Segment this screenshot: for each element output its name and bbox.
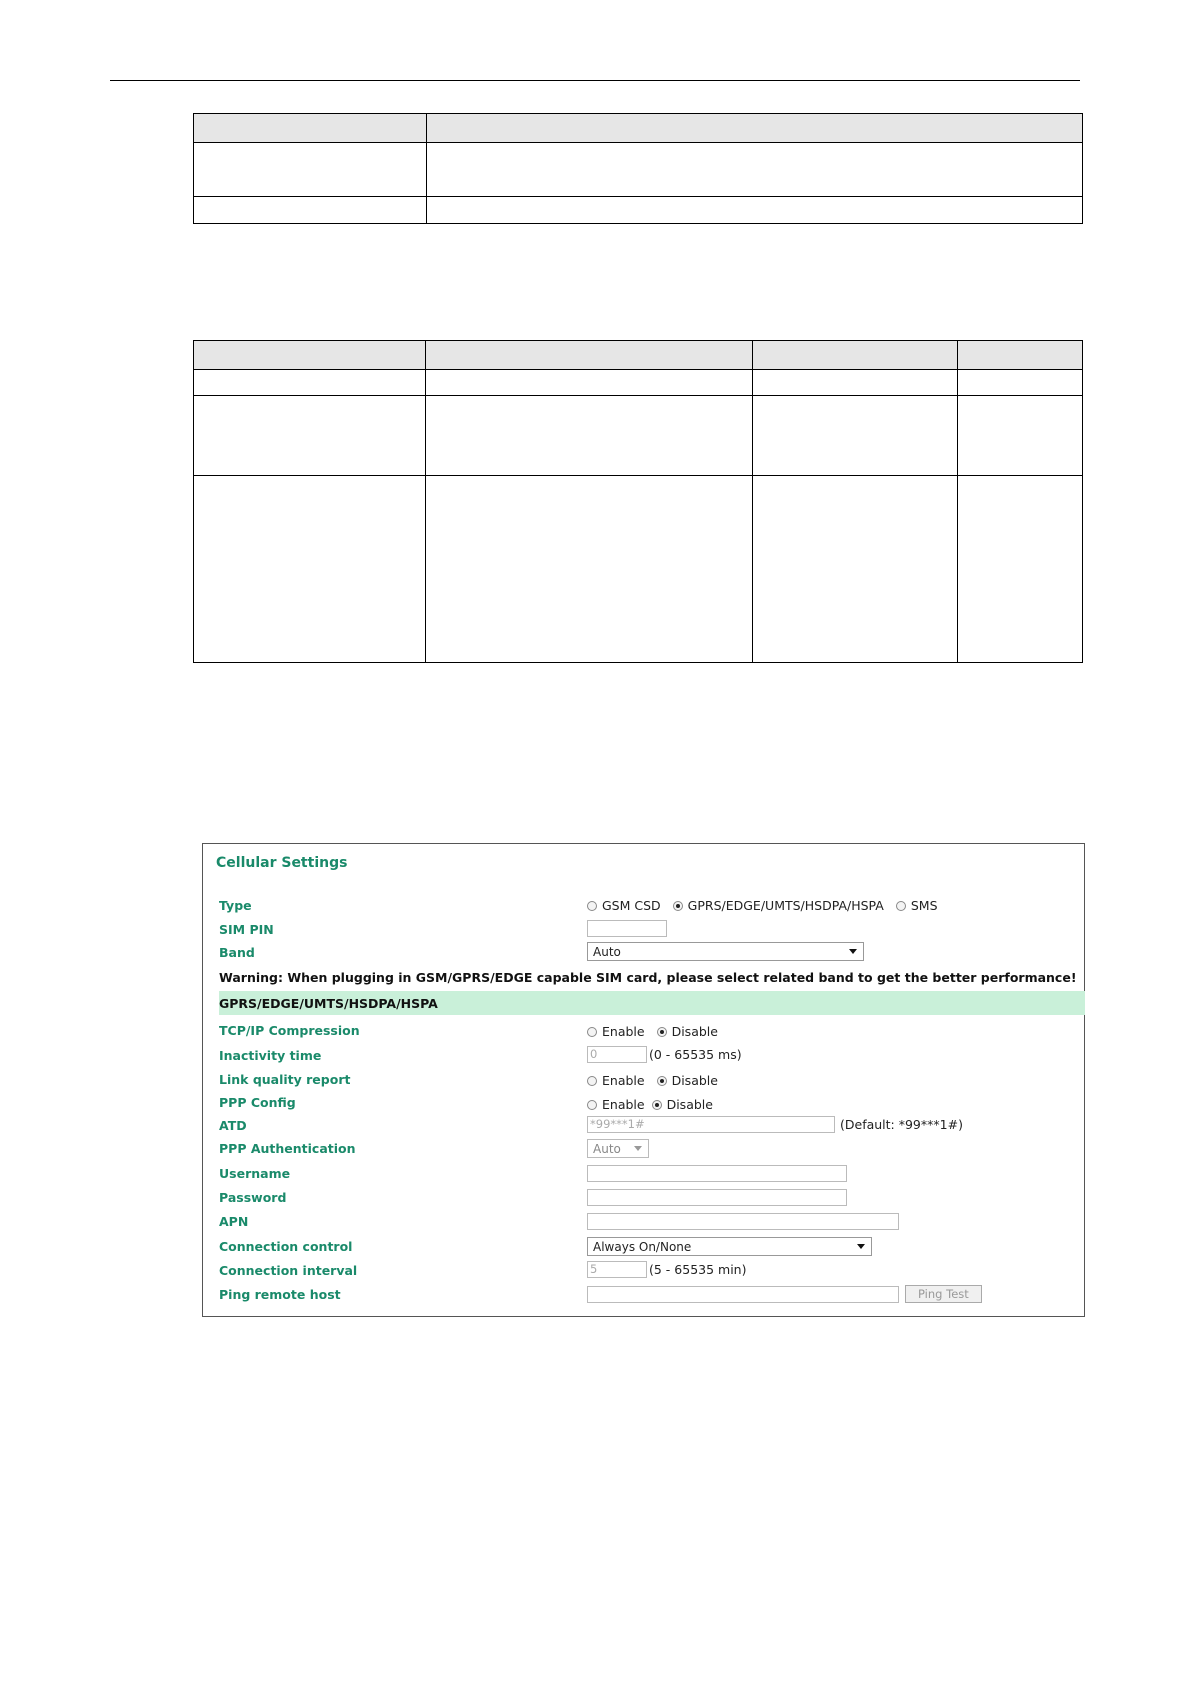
link-quality-report-disable[interactable]: Disable bbox=[657, 1073, 718, 1088]
connection-interval-input[interactable]: 5 bbox=[587, 1261, 647, 1278]
password-label: Password bbox=[219, 1190, 287, 1205]
atd-hint: (Default: *99***1#) bbox=[840, 1117, 963, 1132]
atd-input[interactable]: *99***1# bbox=[587, 1116, 835, 1133]
band-select[interactable]: Auto bbox=[587, 942, 864, 961]
username-input[interactable] bbox=[587, 1165, 847, 1182]
table2-cell bbox=[426, 476, 753, 663]
ppp-authentication-select[interactable]: Auto bbox=[587, 1139, 649, 1158]
header-rule bbox=[110, 80, 1080, 81]
table2-header-cell bbox=[426, 341, 753, 370]
document-table-2 bbox=[193, 340, 1083, 663]
table1-cell bbox=[427, 143, 1083, 197]
radio-icon[interactable] bbox=[896, 901, 906, 911]
ppp-config-label: PPP Config bbox=[219, 1095, 296, 1110]
inactivity-time-label: Inactivity time bbox=[219, 1048, 322, 1063]
link-quality-report-label: Link quality report bbox=[219, 1072, 351, 1087]
tcp-ip-compression-radio-group bbox=[587, 1024, 730, 1039]
table2-cell bbox=[194, 476, 426, 663]
cellular-settings-panel bbox=[202, 843, 1085, 1317]
type-option-gsm-csd[interactable]: GSM CSD bbox=[587, 898, 661, 913]
table1-header-cell bbox=[194, 114, 427, 143]
radio-selected-icon[interactable] bbox=[657, 1076, 667, 1086]
ppp-config-radio-group bbox=[587, 1097, 725, 1112]
apn-input[interactable] bbox=[587, 1213, 899, 1230]
password-input[interactable] bbox=[587, 1189, 847, 1206]
apn-label: APN bbox=[219, 1214, 249, 1229]
table1-cell bbox=[194, 197, 427, 224]
connection-interval-label: Connection interval bbox=[219, 1263, 358, 1278]
inactivity-time-hint: (0 - 65535 ms) bbox=[649, 1047, 742, 1062]
table2-cell bbox=[753, 476, 958, 663]
ppp-authentication-label: PPP Authentication bbox=[219, 1141, 356, 1156]
table2-cell bbox=[753, 396, 958, 476]
username-label: Username bbox=[219, 1166, 291, 1181]
sim-pin-label: SIM PIN bbox=[219, 922, 274, 937]
radio-selected-icon[interactable] bbox=[652, 1100, 662, 1110]
ping-remote-host-input[interactable] bbox=[587, 1286, 899, 1303]
section-header-bar bbox=[219, 991, 1085, 1015]
table2-header-cell bbox=[753, 341, 958, 370]
panel-title: Cellular Settings bbox=[216, 855, 348, 871]
connection-control-label: Connection control bbox=[219, 1239, 353, 1254]
radio-icon[interactable] bbox=[587, 901, 597, 911]
type-radio-group bbox=[587, 898, 950, 913]
table2-cell bbox=[194, 370, 426, 396]
link-quality-report-radio-group bbox=[587, 1073, 730, 1088]
table2-cell bbox=[753, 370, 958, 396]
type-label: Type bbox=[219, 898, 252, 913]
radio-selected-icon[interactable] bbox=[673, 901, 683, 911]
table2-cell bbox=[958, 476, 1083, 663]
sim-pin-input[interactable] bbox=[587, 920, 667, 937]
chevron-down-icon bbox=[857, 1244, 865, 1249]
radio-icon[interactable] bbox=[587, 1076, 597, 1086]
chevron-down-icon bbox=[634, 1146, 642, 1151]
tcp-ip-compression-enable[interactable]: Enable bbox=[587, 1024, 645, 1039]
inactivity-time-input[interactable]: 0 bbox=[587, 1046, 647, 1063]
table2-cell bbox=[426, 370, 753, 396]
ppp-config-enable[interactable]: Enable bbox=[587, 1097, 645, 1112]
chevron-down-icon bbox=[849, 949, 857, 954]
section-header: GPRS/EDGE/UMTS/HSDPA/HSPA bbox=[219, 996, 438, 1011]
table2-header-cell bbox=[958, 341, 1083, 370]
ping-remote-host-label: Ping remote host bbox=[219, 1287, 341, 1302]
radio-icon[interactable] bbox=[587, 1100, 597, 1110]
radio-selected-icon[interactable] bbox=[657, 1027, 667, 1037]
tcp-ip-compression-disable[interactable]: Disable bbox=[657, 1024, 718, 1039]
atd-label: ATD bbox=[219, 1118, 247, 1133]
link-quality-report-enable[interactable]: Enable bbox=[587, 1073, 645, 1088]
table2-cell bbox=[194, 396, 426, 476]
band-warning: Warning: When plugging in GSM/GPRS/EDGE capable SIM card, please select related band to get the better performance! bbox=[219, 970, 1077, 985]
connection-interval-hint: (5 - 65535 min) bbox=[649, 1262, 747, 1277]
table2-cell bbox=[958, 370, 1083, 396]
radio-icon[interactable] bbox=[587, 1027, 597, 1037]
tcp-ip-compression-label: TCP/IP Compression bbox=[219, 1023, 360, 1038]
connection-control-select[interactable]: Always On/None bbox=[587, 1237, 872, 1256]
table2-cell bbox=[426, 396, 753, 476]
ping-test-button[interactable]: Ping Test bbox=[905, 1285, 982, 1303]
table1-header-cell bbox=[427, 114, 1083, 143]
ppp-config-disable[interactable]: Disable bbox=[652, 1097, 713, 1112]
table2-header-cell bbox=[194, 341, 426, 370]
table1-cell bbox=[427, 197, 1083, 224]
type-option-gprs[interactable]: GPRS/EDGE/UMTS/HSDPA/HSPA bbox=[673, 898, 884, 913]
table1-cell bbox=[194, 143, 427, 197]
band-label: Band bbox=[219, 945, 255, 960]
type-option-sms[interactable]: SMS bbox=[896, 898, 938, 913]
table2-cell bbox=[958, 396, 1083, 476]
document-table-1 bbox=[193, 113, 1083, 224]
